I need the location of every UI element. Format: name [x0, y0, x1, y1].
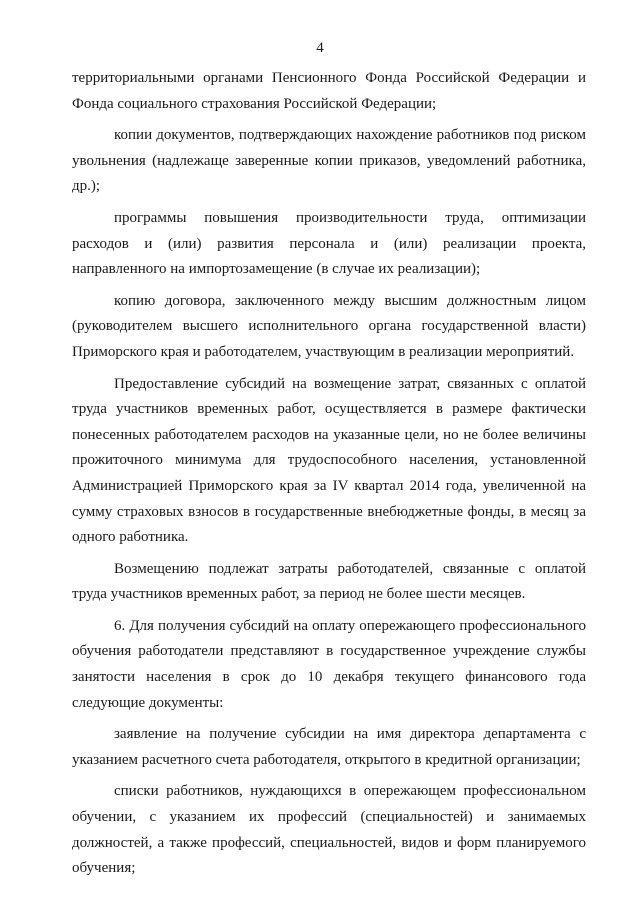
page-number: 4	[316, 40, 324, 56]
paragraph-continuation: территориальными органами Пенсионного Фонда Российской Федерации и Фонда социального страхования Российской Федерации;	[72, 70, 586, 112]
paragraph-training-subsidy: 6. Для получения субсидий на оплату опережающего профессионального обучения работодатели представляют в государственное учреждение службы занятости населения в срок до 10 декабря текущего финансового года следующие документы:	[72, 617, 586, 711]
paragraph-employee-lists: списки работников, нуждающихся в опережающем профессиональном обучении, с указанием их профессий (специальностей) и занимаемых должностей, а также профессий, специальностей, видов и форм планируемого обучения;	[72, 783, 586, 877]
paragraph-application: заявление на получение субсидии на имя директора департамента с указанием расчетного счета работодателя, открытого в кредитной организации;	[72, 726, 586, 768]
paragraph-subsidy-amount: Предоставление субсидий на возмещение затрат, связанных с оплатой труда участников временных работ, осуществляется в размере фактически понесенных работодателем расходов на указанные цели, но не более величины прожиточного минимума для трудоспособного населения, установленной Администрацией Приморского края за IV квартал 2014 года, увеличенной на сумму страховых взносов в государственные внебюджетные фонды, в месяц за одного работника.	[72, 375, 586, 546]
paragraph-productivity-programs: программы повышения производительности труда, оптимизации расходов и (или) развития персонала и (или) реализации проекта, направленного на импортозамещение (в случае их реализации);	[72, 209, 586, 278]
paragraph-contract-copy: копию договора, заключенного между высшим должностным лицом (руководителем высшего исполнительного органа государственной власти) Приморского края и работодателем, участвующим в реализации мероприятий.	[72, 292, 586, 360]
paragraph-dismissal-documents: копии документов, подтверждающих нахождение работников под риском увольнения (надлежаще заверенные копии приказов, уведомлений работника, др.);	[72, 127, 586, 195]
paragraph-reimbursement-period: Возмещению подлежат затраты работодателей, связанные с оплатой труда участников временных работ, за период не более шести месяцев.	[72, 560, 586, 603]
document-body	[72, 66, 586, 882]
